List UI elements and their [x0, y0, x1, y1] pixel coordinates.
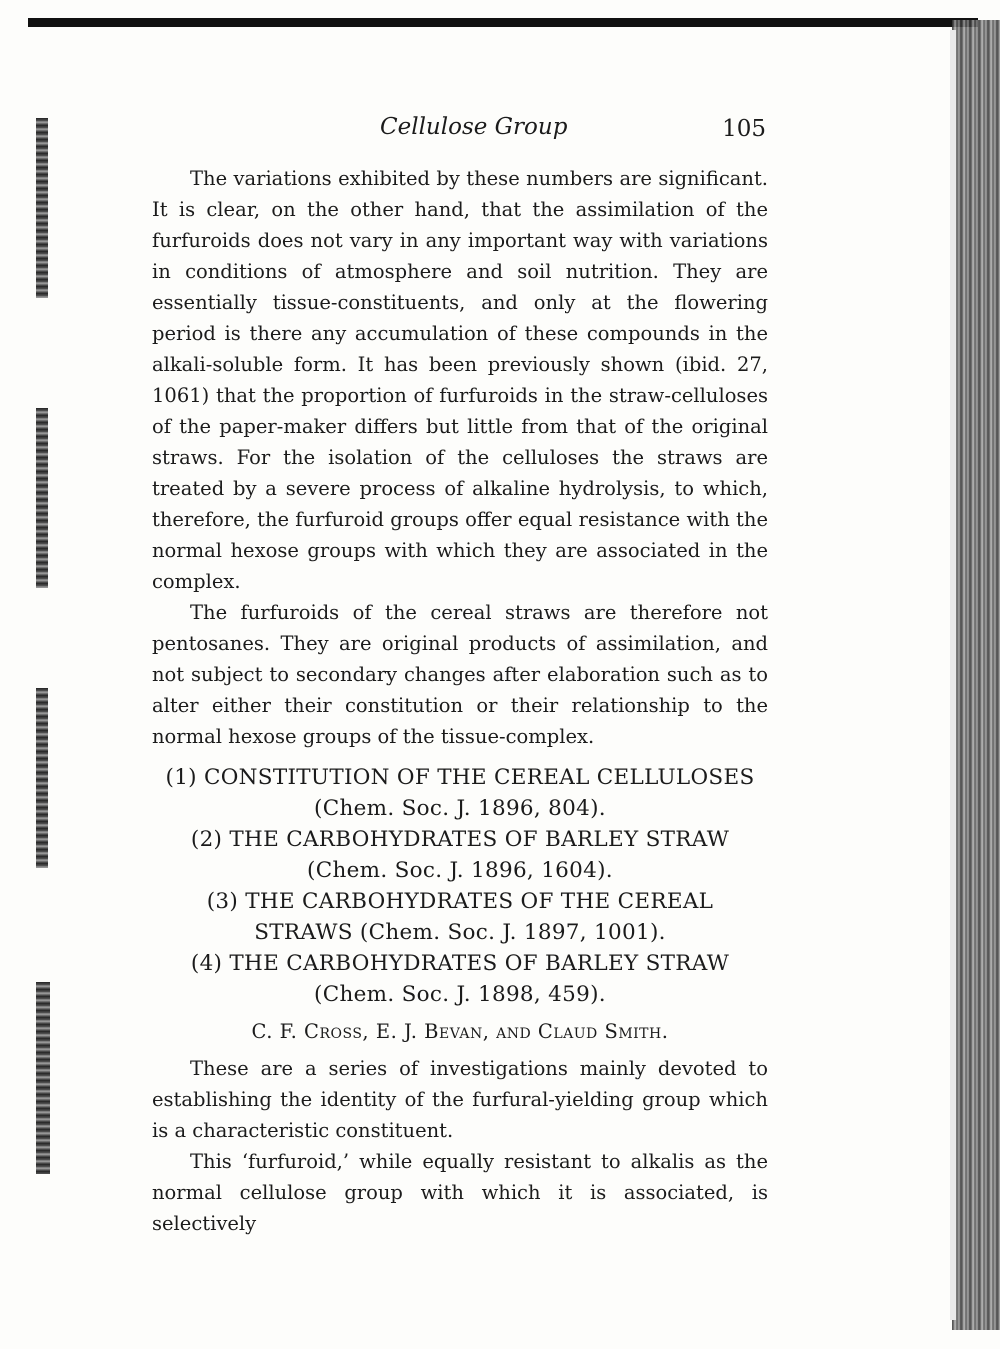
paragraph: The furfuroids of the cereal straws are therefore not pentosanes. They are original products of assimilation, and not subject to secondary changes after elaboration such as to alter either their constitution or their relationship to the normal hexose groups of the tissue-complex.	[152, 601, 768, 748]
reference-source: (Chem. Soc. J. 1896, 804).	[314, 796, 606, 821]
page-body	[152, 163, 768, 1239]
scan-binding-edge	[952, 20, 1000, 1330]
paragraph: This ‘furfuroid,’ while equally resistant to alkalis as the normal cellulose group with which it is associated, is selectively	[152, 1150, 768, 1235]
scan-left-mark	[36, 408, 48, 588]
reference-list	[152, 762, 768, 1010]
scan-left-mark	[36, 688, 48, 868]
authors-line: C. F. Cross, E. J. Bevan, and Claud Smith.	[251, 1020, 669, 1043]
reference-title: (3) THE CARBOHYDRATES OF THE CEREAL	[206, 889, 714, 914]
running-head: Cellulose Group	[380, 114, 568, 140]
paragraph: The variations exhibited by these numbers are significant. It is clear, on the other hand, that the assimilation of the furfuroids does not vary in any important way with variations in conditions of atmosphere and soil nutrition. They are essentially tissue-constituents, and only at the flowering period is there any accumulation of these compounds in the alkali-soluble form. It has been previously shown (ibid. 27, 1061) that the proportion of furfuroids in the straw-celluloses of the paper-maker differs but little from that of the original straws. For the isolation of the celluloses the straws are treated by a severe process of alkaline hydrolysis, to which, therefore, the furfuroid groups offer equal resistance with the normal hexose groups with which they are associated in the complex.	[152, 167, 768, 593]
reference-source: STRAWS (Chem. Soc. J. 1897, 1001).	[254, 920, 666, 945]
page-number: 105	[722, 116, 766, 142]
scan-top-edge	[28, 18, 978, 27]
reference-title: (4) THE CARBOHYDRATES OF BARLEY STRAW	[190, 951, 730, 976]
reference-title: (1) CONSTITUTION OF THE CEREAL CELLULOSES	[165, 765, 755, 790]
scan-binding-gap	[950, 30, 956, 1320]
scan-left-mark	[36, 982, 50, 1174]
reference-source: (Chem. Soc. J. 1896, 1604).	[307, 858, 613, 883]
page-header	[150, 114, 770, 146]
reference-source: (Chem. Soc. J. 1898, 459).	[314, 982, 606, 1007]
reference-title: (2) THE CARBOHYDRATES OF BARLEY STRAW	[190, 827, 730, 852]
paragraph: These are a series of investigations mainly devoted to establishing the identity of the furfural-yielding group which is a characteristic constituent.	[152, 1057, 768, 1142]
scan-left-mark	[36, 118, 48, 298]
